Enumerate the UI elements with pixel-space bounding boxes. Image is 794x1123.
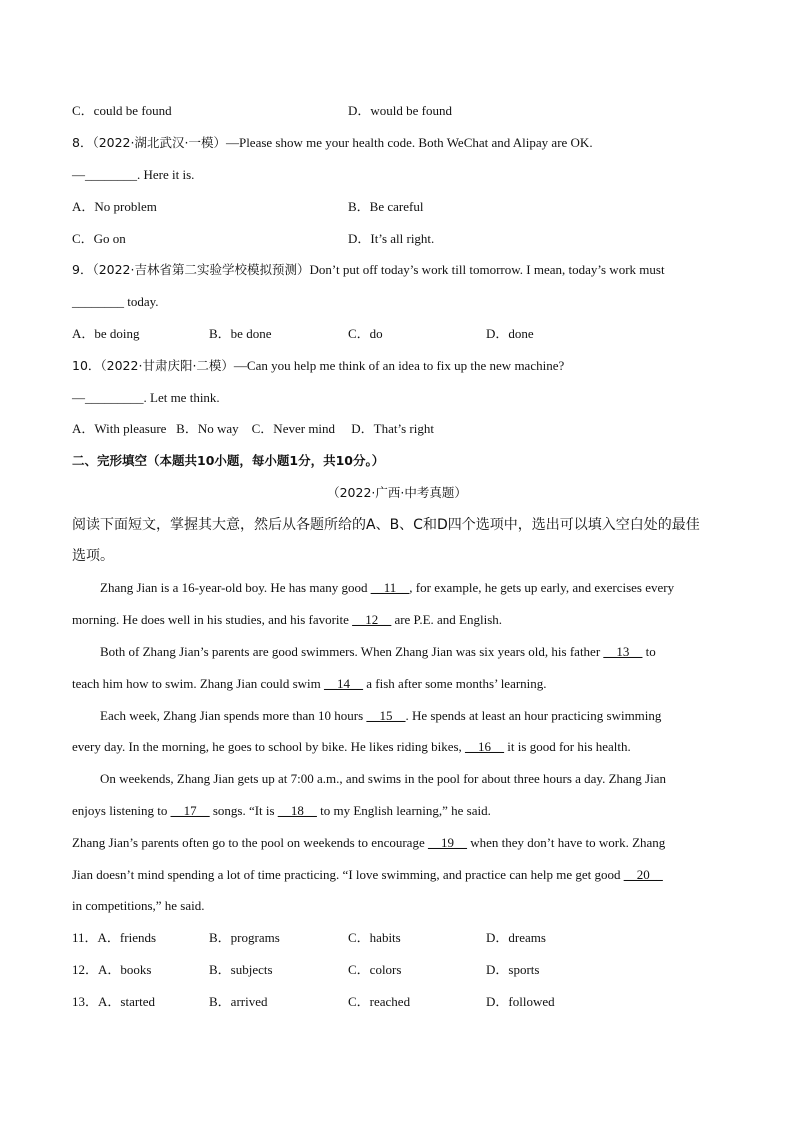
q11-option-c: C．habits [348, 930, 401, 945]
q10-stem [72, 358, 564, 374]
blank-15: __15__ [366, 708, 406, 723]
q10-options: A．With pleasure B．No way C．Never mind D．That’s right [72, 421, 434, 436]
q8-stem [72, 135, 593, 151]
q8-option-d: D．It’s all right. [348, 231, 435, 246]
passage-source: （2022·广西·中考真题） [327, 485, 467, 500]
q8-reply: —________. Here it is. [72, 167, 195, 182]
blank-12: __12__ [352, 612, 392, 627]
q11-option-a: 11．A．friends [72, 930, 157, 945]
q8-option-b: B．Be careful [348, 199, 424, 214]
passage-line: every day. In the morning, he goes to school by bike. He likes riding bikes, __16__ it is good for his health. [72, 739, 631, 754]
blank-20: __20__ [623, 867, 663, 882]
passage-line: morning. He does well in his studies, and his favorite __12__ are P.E. and English. [72, 612, 503, 627]
blank-13: __13__ [603, 644, 643, 659]
q10-reply: —_________. Let me think. [72, 390, 220, 405]
passage-line: Both of Zhang Jian’s parents are good swimmers. When Zhang Jian was six years old, his father __13__ to [100, 644, 656, 659]
q9-stem [72, 262, 665, 278]
passage-line: in competitions,” he said. [72, 898, 205, 913]
instruction-line-1: 阅读下面短文，掌握其大意，然后从各题所给的A、B、C和D四个选项中，选出可以填入空白处的最佳 [72, 517, 700, 533]
passage-line: Jian doesn’t mind spending a lot of time practicing. “I love swimming, and practice can help me get good __20__ [72, 867, 663, 882]
q9-question: Don’t put off today’s work till tomorrow. I mean, today’s work must [309, 262, 665, 277]
passage-line: enjoys listening to __17__ songs. “It is __18__ to my English learning,” he said. [72, 803, 491, 818]
section-heading: 二、完形填空（本题共10小题，每小题1分，共10分。） [72, 453, 385, 468]
q13-option-c: C．reached [348, 994, 411, 1009]
passage-line: Zhang Jian is a 16-year-old boy. He has many good __11__, for example, he gets up early, and exercises every [100, 580, 675, 595]
q11-option-d: D．dreams [486, 930, 546, 945]
q8-source: 8．（2022·湖北武汉·一模） [72, 135, 226, 150]
passage-line: teach him how to swim. Zhang Jian could swim __14__ a fish after some months’ learning. [72, 676, 547, 691]
q9-option-b: B．be done [209, 326, 272, 341]
blank-14: __14__ [324, 676, 364, 691]
q8-option-c: C．Go on [72, 231, 126, 246]
blank-11: __11__ [370, 580, 410, 595]
q10-question: —Can you help me think of an idea to fix up the new machine? [233, 358, 565, 373]
blank-19: __19__ [427, 835, 467, 850]
q8-option-a: A．No problem [72, 199, 157, 214]
blank-17: __17__ [170, 803, 210, 818]
q12-option-a: 12．A．books [72, 962, 152, 977]
q10-source: 10．（2022·甘肃庆阳·二模） [72, 358, 234, 373]
q7-option-c: C．could be found [72, 103, 172, 118]
q9-option-c: C．do [348, 326, 383, 341]
q8-question: —Please show me your health code. Both WeChat and Alipay are OK. [225, 135, 593, 150]
q9-source: 9．（2022·吉林省第二实验学校模拟预测） [72, 262, 310, 277]
instruction-line-2: 选项。 [72, 548, 114, 564]
passage-line: Zhang Jian’s parents often go to the pool on weekends to encourage __19__ when they don’t have to work. Zhang [72, 835, 666, 850]
blank-16: __16__ [465, 739, 505, 754]
q12-option-d: D．sports [486, 962, 540, 977]
q12-option-b: B．subjects [209, 962, 273, 977]
q7-option-d: D．would be found [348, 103, 452, 118]
q13-option-d: D．followed [486, 994, 555, 1009]
blank-18: __18__ [277, 803, 317, 818]
passage-line: Each week, Zhang Jian spends more than 10 hours __15__. He spends at least an hour practicing swimming [100, 708, 662, 723]
q13-option-a: 13．A．started [72, 994, 156, 1009]
q12-option-c: C．colors [348, 962, 402, 977]
q13-option-b: B．arrived [209, 994, 268, 1009]
q11-option-b: B．programs [209, 930, 280, 945]
q9-option-d: D．done [486, 326, 534, 341]
passage-line: On weekends, Zhang Jian gets up at 7:00 a.m., and swims in the pool for about three hours a day. Zhang Jian [100, 771, 666, 786]
q9-option-a: A．be doing [72, 326, 140, 341]
q9-blank-line: ________ today. [72, 294, 159, 309]
